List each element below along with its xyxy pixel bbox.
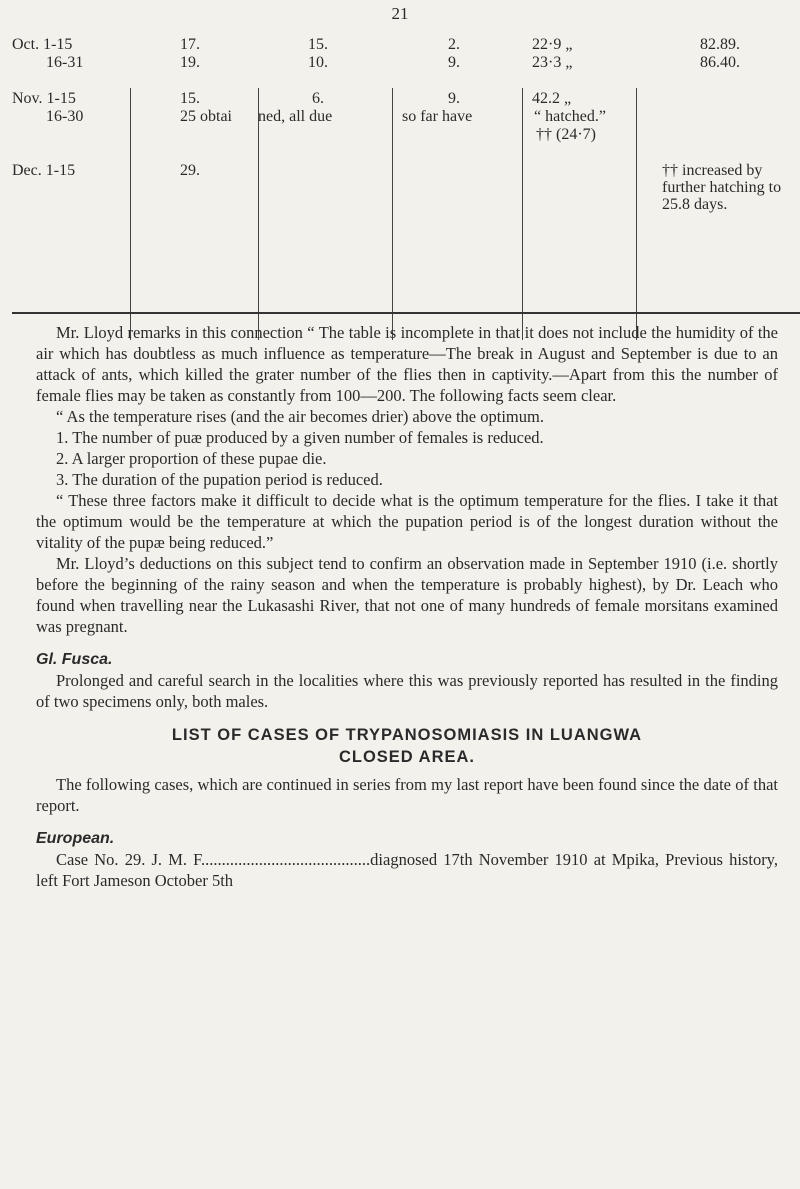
table-cell: 42.2 „ [532,90,572,107]
data-table [0,36,800,314]
table-cell: 19. [180,54,200,71]
table-divider [636,88,637,340]
table-cell: †† (24·7) [536,126,596,143]
table-cell: 29. [180,162,200,179]
paragraph: Case No. 29. J. M. F.........................................diagnosed 17th November 1910 at Mpika, Previous history, left Fort Jameson October 5th [36,850,778,890]
table-rule [12,312,800,314]
table-cell: 82.89. [700,36,740,53]
table-cell: 15. [180,90,200,107]
table-cell: ned, all due [258,108,333,125]
table-cell: Nov. 1-15 [12,90,76,107]
list-heading: CLOSED AREA. [338,748,476,766]
table-divider [258,88,259,340]
paragraph: 1. The number of puæ produced by a given number of females is reduced. [56,428,544,447]
table-cell: 22·9 „ [532,36,573,53]
table-cell: 2. [448,36,460,53]
table-cell: Oct. 1-15 [12,36,73,53]
table-cell: 16-31 [46,54,84,71]
paragraph: 3. The duration of the pupation period is reduced. [56,470,383,489]
page-number: 21 [391,4,409,23]
table-cell: 6. [312,90,324,107]
paragraph: “ These three factors make it difficult to decide what is the optimum temperature for the flies. I take it that the optimum would be the temperature at which the pupation period is of the longest duration without the vitality of the pupæ being reduced.” [36,491,778,552]
table-divider [392,88,393,340]
paragraph: Mr. Lloyd remarks in this connection “ The table is incomplete in that it does not include the humidity of the air which has doubtless as much influence as temperature—The break in August and September is due to an attack of ants, which killed the grater number of the flies then in captivity.—Apart from this the number of female flies may be taken as constantly from 100—200. The following facts seem clear. [36,323,778,405]
list-heading: LIST OF CASES OF TRYPANOSOMIASIS IN LUANGWA [171,726,643,744]
table-cell: “ hatched.” [534,108,606,125]
paragraph: 2. A larger proportion of these pupae die. [56,449,327,468]
table-divider [522,88,523,340]
table-cell: 9. [448,90,460,107]
table-cell: 86.40. [700,54,740,71]
section-heading: Gl. Fusca. [36,651,113,668]
table-cell: 25 obtai [180,108,232,125]
body-text [36,322,778,891]
table-cell: 15. [308,36,328,53]
paragraph: Prolonged and careful search in the localities where this was previously reported has resulted in the finding of two specimens only, both males. [36,671,778,711]
table-divider [130,88,131,340]
table-cell: so far have [402,108,473,125]
paragraph: The following cases, which are continued in series from my last report have been found since the date of that report. [36,775,778,815]
paragraph: Mr. Lloyd’s deductions on this subject tend to confirm an observation made in September 1910 (i.e. shortly before the beginning of the rainy season and when the temperature is probably highest), by Dr. Leach who found when travelling near the Lukasashi River, that not one of many hundreds of female morsitans examined was pregnant. [36,554,778,636]
table-cell: 10. [308,54,328,71]
table-cell: †† increased by further hatching to 25.8 days. [662,162,782,213]
section-heading: European. [36,830,115,847]
table-cell: 16-30 [46,108,84,125]
table-cell: 23·3 „ [532,54,573,71]
table-cell: 17. [180,36,200,53]
table-cell: 9. [448,54,460,71]
paragraph: “ As the temperature rises (and the air becomes drier) above the optimum. [56,407,544,426]
table-cell: Dec. 1-15 [12,162,76,179]
